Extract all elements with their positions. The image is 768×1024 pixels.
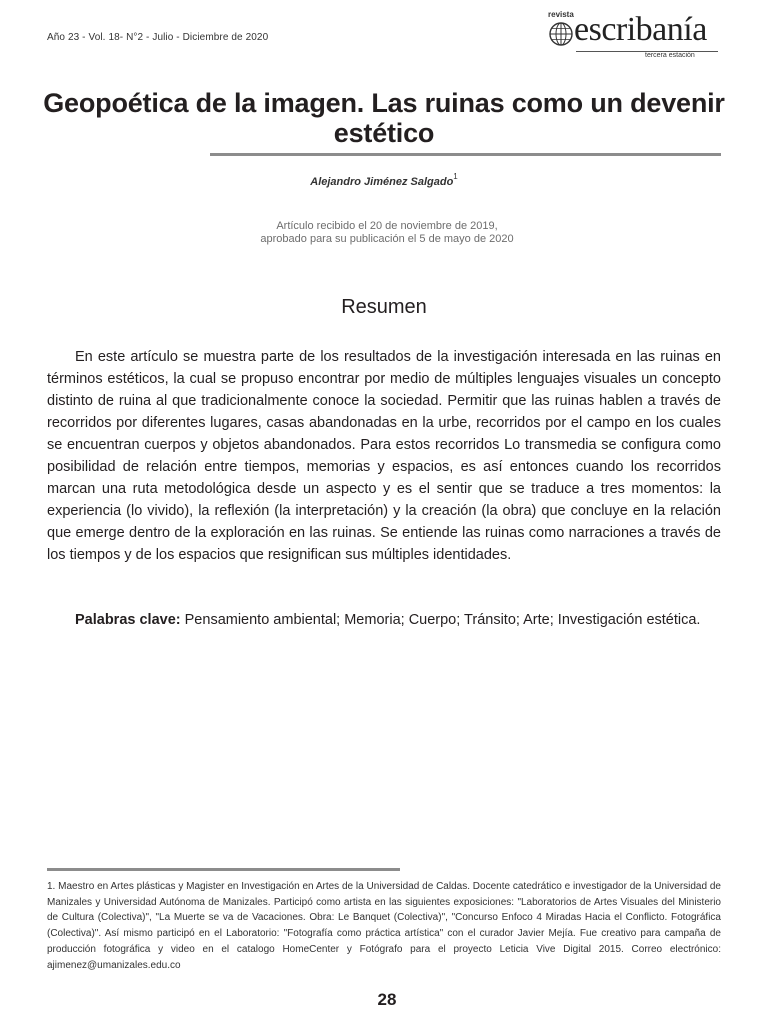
abstract-text: En este artículo se muestra parte de los resultados de la investigación interesada en las ruinas en términos estéticos, la cual se propuso encontrar por medio de múltiples lenguajes visuales un concepto distinto de ruina al que tradicionalmente conoce la sociedad. Permitir que las ruinas hablen a través de recorridos por diferentes lugares, casas abandonadas en la urbe, recorridos por el campo en los cuales se encuentran cuerpos y objetos abandonados. Para estos recorridos Lo transmedia se configura como posibilidad de relación entre tiempos, memorias y espacios, es así entonces cuando los recorridos marcan una ruta metodológica desde un aspecto y es el sentir que se traduce a tres momentos: la experiencia (lo vivido), la reflexión (la interpretación) y la creación (la obra) que concluye en la relación que emerge dentro de la exploración en las ruinas. Se entiende las ruinas como narraciones a través de los tiempos y de los espacios que resignifican sus múltiples identidades. <box>47 349 721 563</box>
author-line <box>0 172 768 188</box>
keywords-list: Pensamiento ambiental; Memoria; Cuerpo; Tránsito; Arte; Investigación estética. <box>184 612 701 628</box>
footnote-divider <box>47 868 400 871</box>
author-name: Alejandro Jiménez Salgado <box>310 176 454 188</box>
page-number: 28 <box>377 990 397 1009</box>
title-divider <box>210 153 721 156</box>
received-line: Artículo recibido el 20 de noviembre de 2019, <box>276 220 498 232</box>
keywords-paragraph <box>47 609 721 631</box>
author-footnote-mark: 1 <box>453 172 458 181</box>
logo-wordmark: escribanía <box>574 11 707 48</box>
globe-icon <box>548 21 574 47</box>
abstract-heading: Resumen <box>341 296 427 318</box>
issue-info: Año 23 - Vol. 18- N°2 - Julio - Diciembre de 2020 <box>47 32 269 43</box>
journal-logo <box>546 10 721 58</box>
keywords-label: Palabras clave: <box>75 612 181 628</box>
logo-revista-label: revista <box>548 10 574 19</box>
footnote-text: 1. Maestro en Artes plásticas y Magister en Investigación en Artes de la Universidad de Caldas. Docente catedrático e investigador de la Universidad de Manizales y Universidad Autónoma de Manizales. Participó como artista en las siguientes exposiciones: "Laboratorios de Artes Visuales del Ministerio de Cultura (Colectiva)", "La Muerte se va de Vacaciones. Obra: Le Banquet (Colectiva)", "Concurso Enfoco 4 Miradas Hacia el Conflicto. Fotográfica (Colectiva)". Así mismo participó en el Laboratorio: "Fotografía como práctica artística" con el curador Javier Mejía. Fue creativo para campaña de producción fotográfica y video en el catalogo HomeCenter y Fotógrafo para el proyecto Leticia Vive Digital 2015. Correo electrónico: ajimenez@umanizales.edu.co <box>47 881 721 971</box>
approved-line: aprobado para su publicación el 5 de mayo de 2020 <box>260 233 514 245</box>
article-title: Geopoética de la imagen. Las ruinas como un devenir estético <box>43 88 725 148</box>
logo-tagline: tercera estación <box>645 52 695 59</box>
received-dates <box>0 220 768 246</box>
